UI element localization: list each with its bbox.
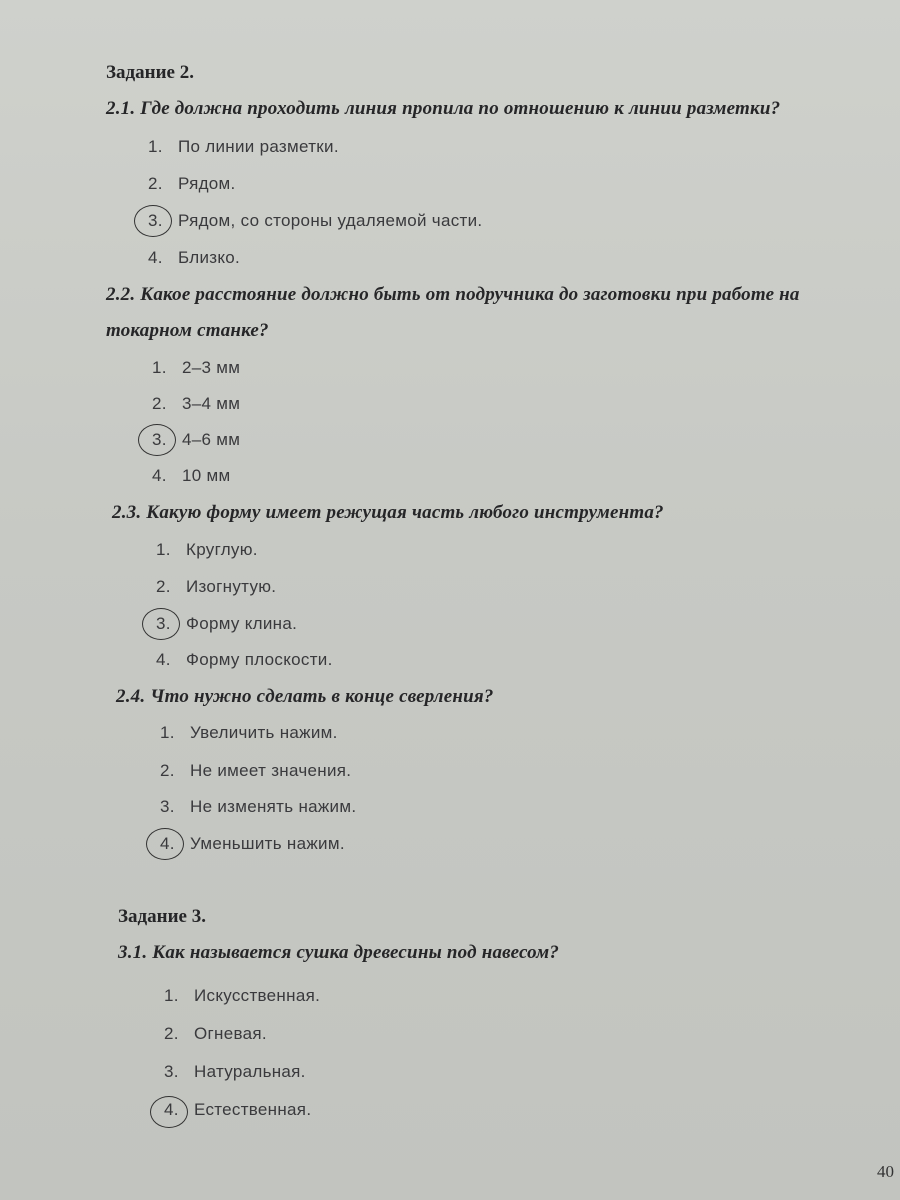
answer-number: 3. — [148, 211, 163, 230]
answer-number: 2. — [164, 1024, 179, 1043]
answer-number: 4. — [156, 650, 171, 669]
answer-2-1-2 — [148, 174, 236, 194]
question-2-1: 2.1. Где должна проходить линия пропила по отношению к линии разметки? — [106, 98, 781, 119]
answer-text: Рядом, со стороны удаляемой части. — [178, 211, 483, 230]
answer-2-1-3 — [148, 211, 482, 231]
answer-3-1-2 — [164, 1024, 267, 1044]
answer-text: 2–3 мм — [182, 358, 241, 377]
answer-text: Близко. — [178, 248, 241, 267]
answer-number: 3. — [156, 614, 171, 633]
answer-number: 3. — [164, 1062, 179, 1081]
answer-2-2-3 — [152, 430, 240, 450]
answer-text: Естественная. — [194, 1100, 312, 1119]
answer-2-1-1 — [148, 137, 339, 157]
answer-number: 2. — [156, 577, 171, 596]
question-2-2-line-2: токарном станке? — [106, 320, 269, 341]
answer-number: 1. — [148, 137, 163, 156]
answer-text: Круглую. — [186, 540, 258, 559]
task-2-heading: Задание 2. — [106, 62, 194, 83]
answer-text: Натуральная. — [194, 1062, 306, 1081]
answer-text: Изогнутую. — [186, 577, 277, 596]
answer-text: Увеличить нажим. — [190, 723, 338, 742]
answer-3-1-1 — [164, 986, 320, 1006]
question-3-1: 3.1. Как называется сушка древесины под навесом? — [118, 942, 560, 963]
answer-number: 2. — [148, 174, 163, 193]
answer-text: 4–6 мм — [182, 430, 241, 449]
answer-text: Не изменять нажим. — [190, 797, 357, 816]
answer-3-1-3 — [164, 1062, 306, 1082]
answer-number: 4. — [148, 248, 163, 267]
answer-number: 1. — [156, 540, 171, 559]
answer-text: 3–4 мм — [182, 394, 241, 413]
answer-2-4-4 — [160, 834, 345, 854]
page-number: 40 — [877, 1162, 894, 1181]
answer-2-4-2 — [160, 761, 351, 781]
answer-text: Рядом. — [178, 174, 236, 193]
answer-text: Уменьшить нажим. — [190, 834, 345, 853]
answer-text: Форму плоскости. — [186, 650, 333, 669]
question-2-2-line-1: 2.2. Какое расстояние должно быть от подручника до заготовки при работе на — [106, 284, 800, 305]
answer-number: 3. — [160, 797, 175, 816]
answer-text: Искусственная. — [194, 986, 321, 1005]
answer-number: 4. — [160, 834, 175, 853]
answer-2-2-4 — [152, 466, 231, 486]
answer-2-4-3 — [160, 797, 356, 817]
answer-number: 4. — [152, 466, 167, 485]
answer-number: 2. — [160, 761, 175, 780]
answer-text: По линии разметки. — [178, 137, 339, 156]
answer-2-3-3 — [156, 614, 297, 634]
answer-2-3-2 — [156, 577, 276, 597]
answer-text: Форму клина. — [186, 614, 298, 633]
question-2-3: 2.3. Какую форму имеет режущая часть любого инструмента? — [112, 502, 664, 523]
answer-2-4-1 — [160, 723, 338, 743]
answer-2-2-1 — [152, 358, 240, 378]
answer-2-2-2 — [152, 394, 240, 414]
answer-number: 3. — [152, 430, 167, 449]
answer-text: Не имеет значения. — [190, 761, 352, 780]
answer-2-3-4 — [156, 650, 333, 670]
answer-3-1-4 — [164, 1100, 311, 1120]
answer-number: 4. — [164, 1100, 179, 1119]
answer-number: 2. — [152, 394, 167, 413]
answer-2-1-4 — [148, 248, 240, 268]
answer-number: 1. — [152, 358, 167, 377]
answer-text: 10 мм — [182, 466, 231, 485]
task-3-heading: Задание 3. — [118, 906, 206, 927]
answer-number: 1. — [160, 723, 175, 742]
answer-number: 1. — [164, 986, 179, 1005]
answer-2-3-1 — [156, 540, 258, 560]
answer-text: Огневая. — [194, 1024, 267, 1043]
question-2-4: 2.4. Что нужно сделать в конце сверления? — [116, 686, 494, 707]
